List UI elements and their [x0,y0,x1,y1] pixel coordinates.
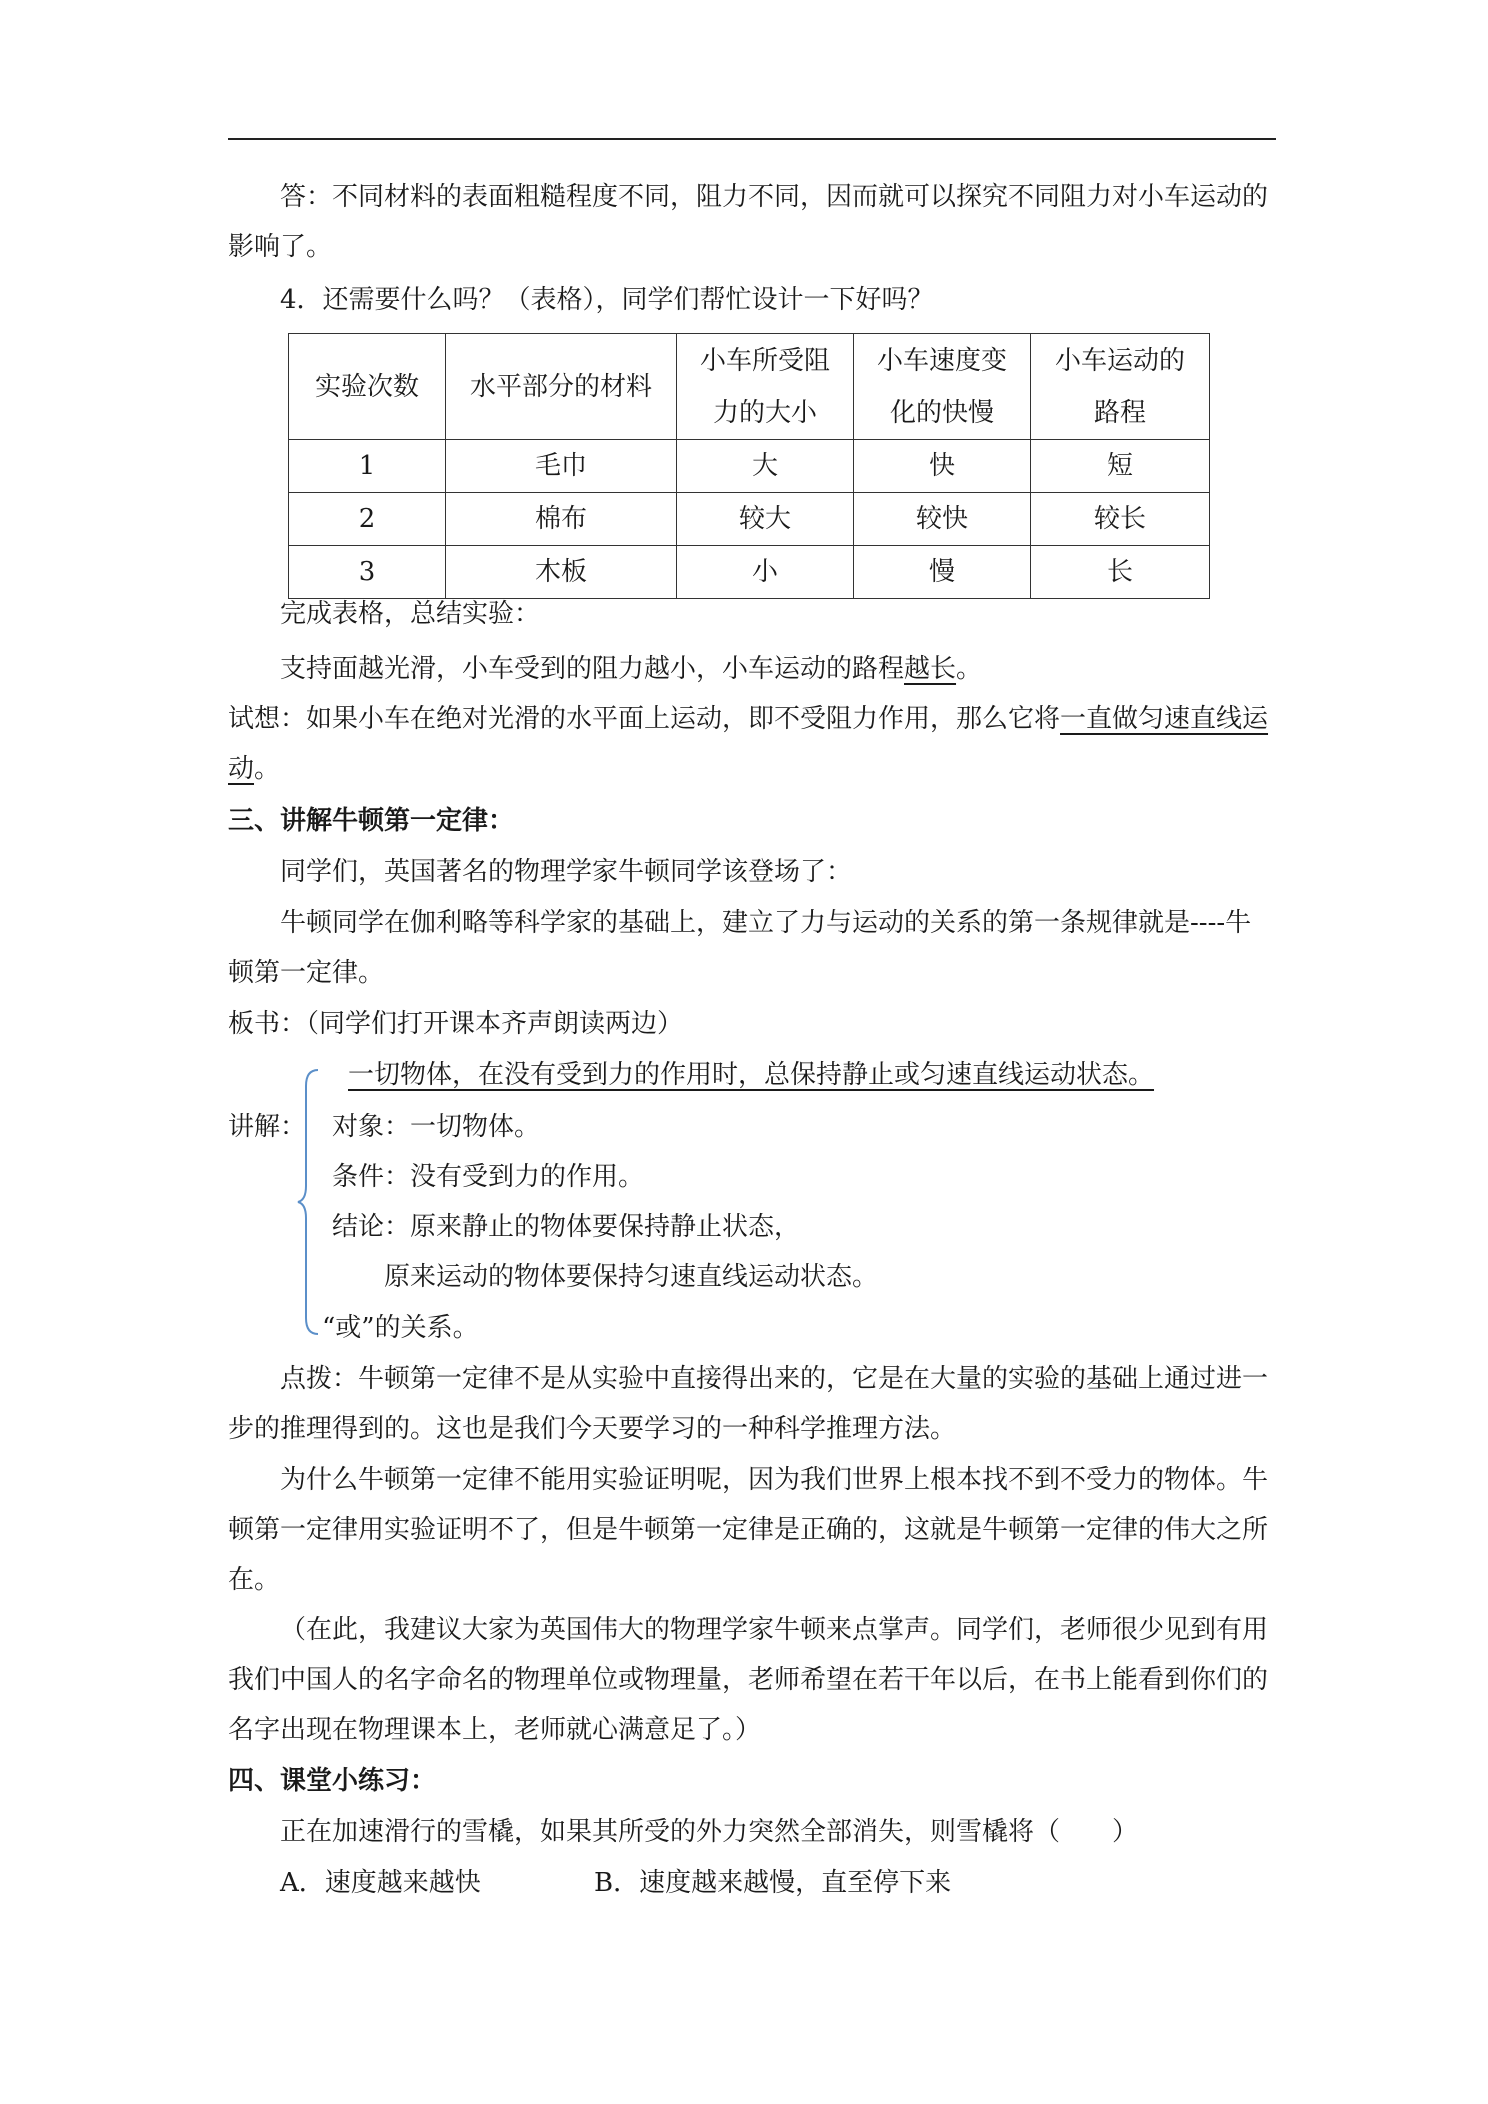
section-3-paragraph-2-line-2: 顿第一定律。 [228,958,385,988]
why-line-1: 为什么牛顿第一定律不能用实验证明呢，因为我们世界上根本找不到不受力的物体。牛 [280,1465,1269,1495]
table-cell: 长 [1031,546,1210,599]
section-3-paragraph-2-line-1: 牛顿同学在伽利略等科学家的基础上，建立了力与运动的关系的第一条规律就是----牛 [280,908,1252,938]
summary-answer: 越长 [904,654,957,684]
header-resistance: 小车所受阻 力的大小 [677,334,854,440]
option-b: B．速度越来越慢，直至停下来 [594,1868,952,1898]
table-row [289,546,1210,599]
summary-prefix: 支持面越光滑，小车受到的阻力越小，小车运动的路程 [280,654,905,684]
newton-first-law-statement: 一切物体，在没有受到力的作用时，总保持静止或匀速直线运动状态。 [348,1060,1155,1090]
explain-label: 讲解： [228,1112,307,1142]
complete-table-text: 完成表格，总结实验： [280,599,541,629]
experiment-table [288,333,1210,599]
summary-suffix: 。 [956,654,983,684]
think-line-1 [228,702,1268,736]
why-line-3: 在。 [228,1565,281,1595]
question-4: 4．还需要什么吗？（表格），同学们帮忙设计一下好吗？ [280,285,934,315]
section-3-paragraph-1: 同学们，英国著名的物理学家牛顿同学该登场了： [280,857,853,887]
table-row [289,440,1210,493]
summary-line [280,652,982,686]
table-cell: 2 [289,493,446,546]
section-4-title: 四、课堂小练习： [228,1766,437,1796]
note-line-3: 名字出现在物理课本上，老师就心满意足了。） [228,1715,762,1745]
board-note: 板书：（同学们打开课本齐声朗读两边） [228,1009,684,1039]
explain-condition: 条件：没有受到力的作用。 [332,1162,645,1192]
table-cell: 3 [289,546,446,599]
header-speed-change: 小车速度变 化的快慢 [854,334,1031,440]
explain-conclusion-2: 原来运动的物体要保持匀速直线运动状态。 [384,1262,879,1292]
header-distance: 小车运动的 路程 [1031,334,1210,440]
tip-line-1: 点拨：牛顿第一定律不是从实验中直接得出来的，它是在大量的实验的基础上通过进一 [280,1364,1269,1394]
explain-or-relation: “或”的关系。 [322,1313,479,1343]
why-line-2: 顿第一定律用实验证明不了，但是牛顿第一定律是正确的，这就是牛顿第一定律的伟大之所 [228,1515,1269,1545]
answer-line-2: 影响了。 [228,232,333,262]
table-cell: 短 [1031,440,1210,493]
table-cell: 棉布 [446,493,677,546]
table-header-row [289,334,1210,440]
explain-object: 对象：一切物体。 [332,1112,541,1142]
exercise-question: 正在加速滑行的雪橇，如果其所受的外力突然全部消失，则雪橇将（ ） [280,1817,1139,1847]
header-rule [228,138,1276,140]
header-trial-count: 实验次数 [289,334,446,440]
think-answer-part-1: 一直做匀速直线运 [1060,704,1269,734]
think-suffix: 。 [254,754,281,784]
note-line-1: （在此，我建议大家为英国伟大的物理学家牛顿来点掌声。同学们，老师很少见到有用 [280,1615,1269,1645]
table-cell: 大 [677,440,854,493]
tip-line-2: 步的推理得到的。这也是我们今天要学习的一种科学推理方法。 [228,1414,957,1444]
table-cell: 1 [289,440,446,493]
table-cell: 小 [677,546,854,599]
table-cell: 慢 [854,546,1031,599]
table-row [289,493,1210,546]
note-line-2: 我们中国人的名字命名的物理单位或物理量，老师希望在若干年以后，在书上能看到你们的 [228,1665,1269,1695]
think-answer-part-2: 动 [228,754,255,784]
table-cell: 快 [854,440,1031,493]
table-cell: 木板 [446,546,677,599]
explain-conclusion-1: 结论：原来静止的物体要保持静止状态， [332,1212,801,1242]
table-cell: 较快 [854,493,1031,546]
header-material: 水平部分的材料 [446,334,677,440]
table-cell: 较大 [677,493,854,546]
table-cell: 较长 [1031,493,1210,546]
section-3-title: 三、讲解牛顿第一定律： [228,806,515,836]
answer-line-1: 答：不同材料的表面粗糙程度不同，阻力不同，因而就可以探究不同阻力对小车运动的 [280,182,1269,212]
option-a: A．速度越来越快 [280,1868,481,1898]
think-prefix: 试想：如果小车在绝对光滑的水平面上运动，即不受阻力作用，那么它将 [228,704,1061,734]
left-brace [296,1068,326,1336]
think-line-2 [228,752,280,786]
table-cell: 毛巾 [446,440,677,493]
